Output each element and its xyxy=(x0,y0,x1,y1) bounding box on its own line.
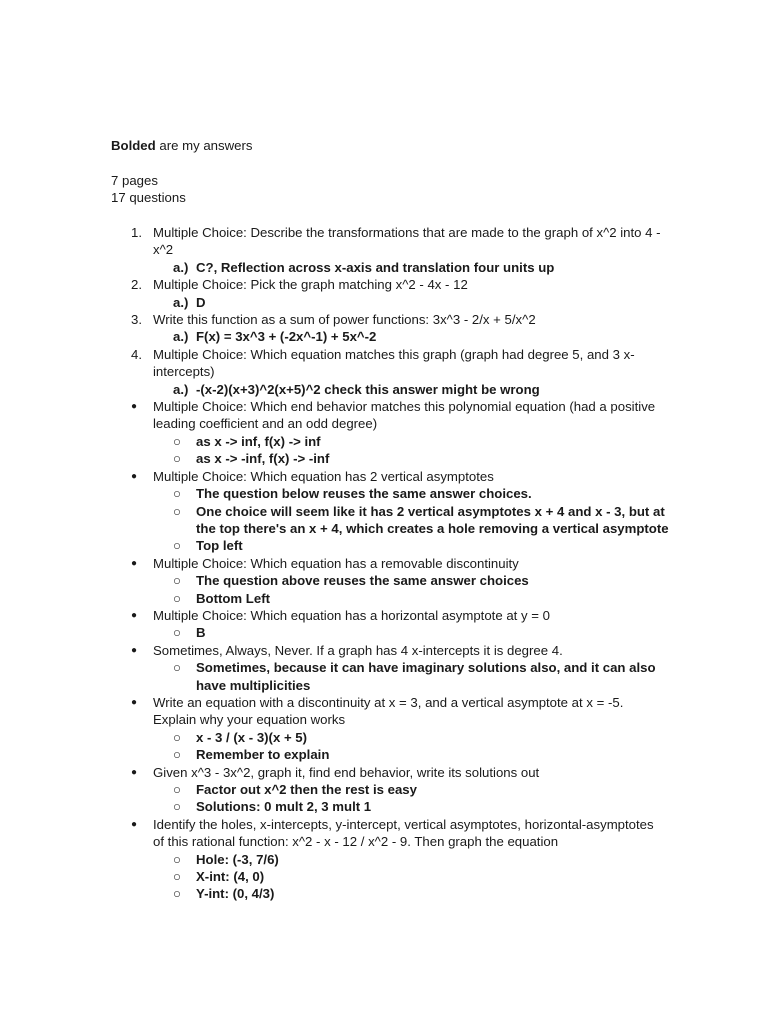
answer-row xyxy=(111,624,671,641)
question-item xyxy=(111,607,671,642)
answer-text: D xyxy=(196,294,206,310)
answer-text: Hole: (-3, 7/6) xyxy=(196,851,279,867)
question-item xyxy=(111,224,671,276)
answer-text: Factor out x^2 then the rest is easy xyxy=(196,782,417,797)
bolded-word: Bolded xyxy=(111,138,156,153)
question-item xyxy=(111,555,671,607)
question-text: Given x^3 - 3x^2, graph it, find end behavior, write its solutions out xyxy=(153,764,540,780)
answer-row xyxy=(111,781,671,798)
question-item xyxy=(111,346,671,398)
answer-text: Remember to explain xyxy=(196,747,330,763)
answer-row xyxy=(111,729,671,746)
answer-row xyxy=(111,433,671,450)
answer-row xyxy=(111,659,671,694)
bullet-marker: ● xyxy=(131,470,138,482)
answer-text: Sometimes, because it can have imaginary solutions also, and it can also have multiplicities xyxy=(196,660,656,693)
answer-letter: a.) xyxy=(173,294,189,310)
answer-text: The question above reuses the same answer choices xyxy=(196,573,529,589)
spacer xyxy=(111,207,671,224)
sub-bullet-marker: ○ xyxy=(173,625,181,641)
question-text: Multiple Choice: Which equation has a horizontal asymptote at y = 0 xyxy=(153,607,550,623)
question-row xyxy=(111,224,671,259)
question-text: Multiple Choice: Which equation matches this graph (graph had degree 5, and 3 x-intercepts) xyxy=(153,346,635,380)
bullet-marker: ● xyxy=(131,609,138,621)
answer-text: Solutions: 0 mult 2, 3 mult 1 xyxy=(196,799,372,815)
document-page xyxy=(111,137,671,903)
question-item xyxy=(111,816,671,903)
answer-row xyxy=(111,885,671,902)
answer-row xyxy=(111,259,671,276)
question-row xyxy=(111,468,671,485)
answer-letter: a.) xyxy=(173,259,189,275)
answer-row xyxy=(111,537,671,554)
answer-text: B xyxy=(196,625,206,641)
sub-bullet-marker: ○ xyxy=(173,729,181,745)
question-count: 17 questions xyxy=(111,190,186,206)
answer-text: C?, Reflection across x-axis and translation four units up xyxy=(196,259,555,275)
answer-text: as x -> inf, f(x) -> inf xyxy=(196,433,321,449)
answer-row xyxy=(111,868,671,885)
question-row xyxy=(111,398,671,433)
question-row xyxy=(111,555,671,572)
answer-row xyxy=(111,328,671,345)
question-item xyxy=(111,694,671,764)
answer-row xyxy=(111,503,671,538)
answer-row xyxy=(111,381,671,398)
sub-bullet-marker: ○ xyxy=(173,660,181,676)
answer-text: One choice will seem like it has 2 vertical asymptotes x + 4 and x - 3, but at the top there's an x + 4, which creates a hole removing a vertical asymptote xyxy=(196,503,669,536)
question-item xyxy=(111,468,671,555)
answer-text: as x -> -inf, f(x) -> -inf xyxy=(196,451,330,467)
bullet-marker: ● xyxy=(131,644,138,656)
sub-bullet-marker: ○ xyxy=(173,503,181,519)
question-number: 2. xyxy=(131,277,142,293)
page-count: 7 pages xyxy=(111,172,158,188)
question-text: Write an equation with a discontinuity at x = 3, and a vertical asymptote at x = -5. Explain why your equation works xyxy=(153,694,624,728)
answer-text: x - 3 / (x - 3)(x + 5) xyxy=(196,729,308,745)
answer-row xyxy=(111,851,671,868)
question-number: 1. xyxy=(131,225,142,240)
question-text: Multiple Choice: Describe the transformations that are made to the graph of x^2 into 4 - x^2 xyxy=(153,225,661,258)
sub-bullet-marker: ○ xyxy=(173,799,181,815)
bullet-marker: ● xyxy=(131,401,138,413)
question-item xyxy=(111,311,671,346)
question-row xyxy=(111,346,671,381)
question-item xyxy=(111,398,671,468)
sub-bullet-marker: ○ xyxy=(173,590,181,606)
bullet-marker: ● xyxy=(131,766,138,778)
answer-text: The question below reuses the same answer choices. xyxy=(196,486,532,502)
answer-text: Top left xyxy=(196,538,243,554)
question-text: Identify the holes, x-intercepts, y-intercept, vertical asymptotes, horizontal-asymptotes of this rational function: x^2 - x - 12 / x^2 - 9. Then graph the equation xyxy=(153,816,654,850)
answer-letter: a.) xyxy=(173,381,189,397)
question-item xyxy=(111,276,671,311)
sub-bullet-marker: ○ xyxy=(173,782,181,797)
sub-bullet-marker: ○ xyxy=(173,747,181,763)
spacer xyxy=(111,154,671,171)
question-row xyxy=(111,816,671,851)
answer-row xyxy=(111,450,671,467)
question-row xyxy=(111,607,671,624)
sub-bullet-marker: ○ xyxy=(173,451,181,467)
sub-bullet-marker: ○ xyxy=(173,851,181,867)
answer-text: F(x) = 3x^3 + (-2x^-1) + 5x^-2 xyxy=(196,329,377,345)
question-row xyxy=(111,642,671,659)
sub-bullet-marker: ○ xyxy=(173,886,181,902)
question-text: Multiple Choice: Which equation has a removable discontinuity xyxy=(153,555,519,571)
question-row xyxy=(111,276,671,293)
answer-row xyxy=(111,572,671,589)
sub-bullet-marker: ○ xyxy=(173,486,181,502)
bullet-marker: ● xyxy=(131,818,138,830)
question-row xyxy=(111,764,671,781)
bullet-marker: ● xyxy=(131,696,138,708)
question-list xyxy=(111,224,671,903)
intro-line xyxy=(111,137,671,154)
answer-row xyxy=(111,746,671,763)
question-text: Multiple Choice: Pick the graph matching x^2 - 4x - 12 xyxy=(153,277,468,293)
sub-bullet-marker: ○ xyxy=(173,433,181,449)
sub-bullet-marker: ○ xyxy=(173,869,181,885)
answer-row xyxy=(111,590,671,607)
answer-row xyxy=(111,798,671,815)
question-text: Multiple Choice: Which equation has 2 vertical asymptotes xyxy=(153,468,494,484)
answer-text: Y-int: (0, 4/3) xyxy=(196,886,275,902)
answer-row xyxy=(111,485,671,502)
bullet-marker: ● xyxy=(131,557,138,569)
answer-letter: a.) xyxy=(173,329,189,345)
sub-bullet-marker: ○ xyxy=(173,573,181,589)
question-text: Write this function as a sum of power functions: 3x^3 - 2/x + 5/x^2 xyxy=(153,312,536,328)
bolded-explanation: are my answers xyxy=(155,138,253,153)
answer-text: X-int: (4, 0) xyxy=(196,869,265,885)
question-item xyxy=(111,764,671,816)
answer-text: -(x-2)(x+3)^2(x+5)^2 check this answer might be wrong xyxy=(196,381,540,397)
answer-text: Bottom Left xyxy=(196,590,270,606)
question-number: 3. xyxy=(131,312,142,328)
question-row xyxy=(111,694,671,729)
question-text: Multiple Choice: Which end behavior matches this polynomial equation (had a positive leading coefficient and an odd degree) xyxy=(153,399,656,432)
question-number: 4. xyxy=(131,346,142,362)
question-item xyxy=(111,642,671,694)
question-row xyxy=(111,311,671,328)
sub-bullet-marker: ○ xyxy=(173,538,181,554)
question-text: Sometimes, Always, Never. If a graph has 4 x-intercepts it is degree 4. xyxy=(153,642,563,658)
answer-row xyxy=(111,294,671,311)
